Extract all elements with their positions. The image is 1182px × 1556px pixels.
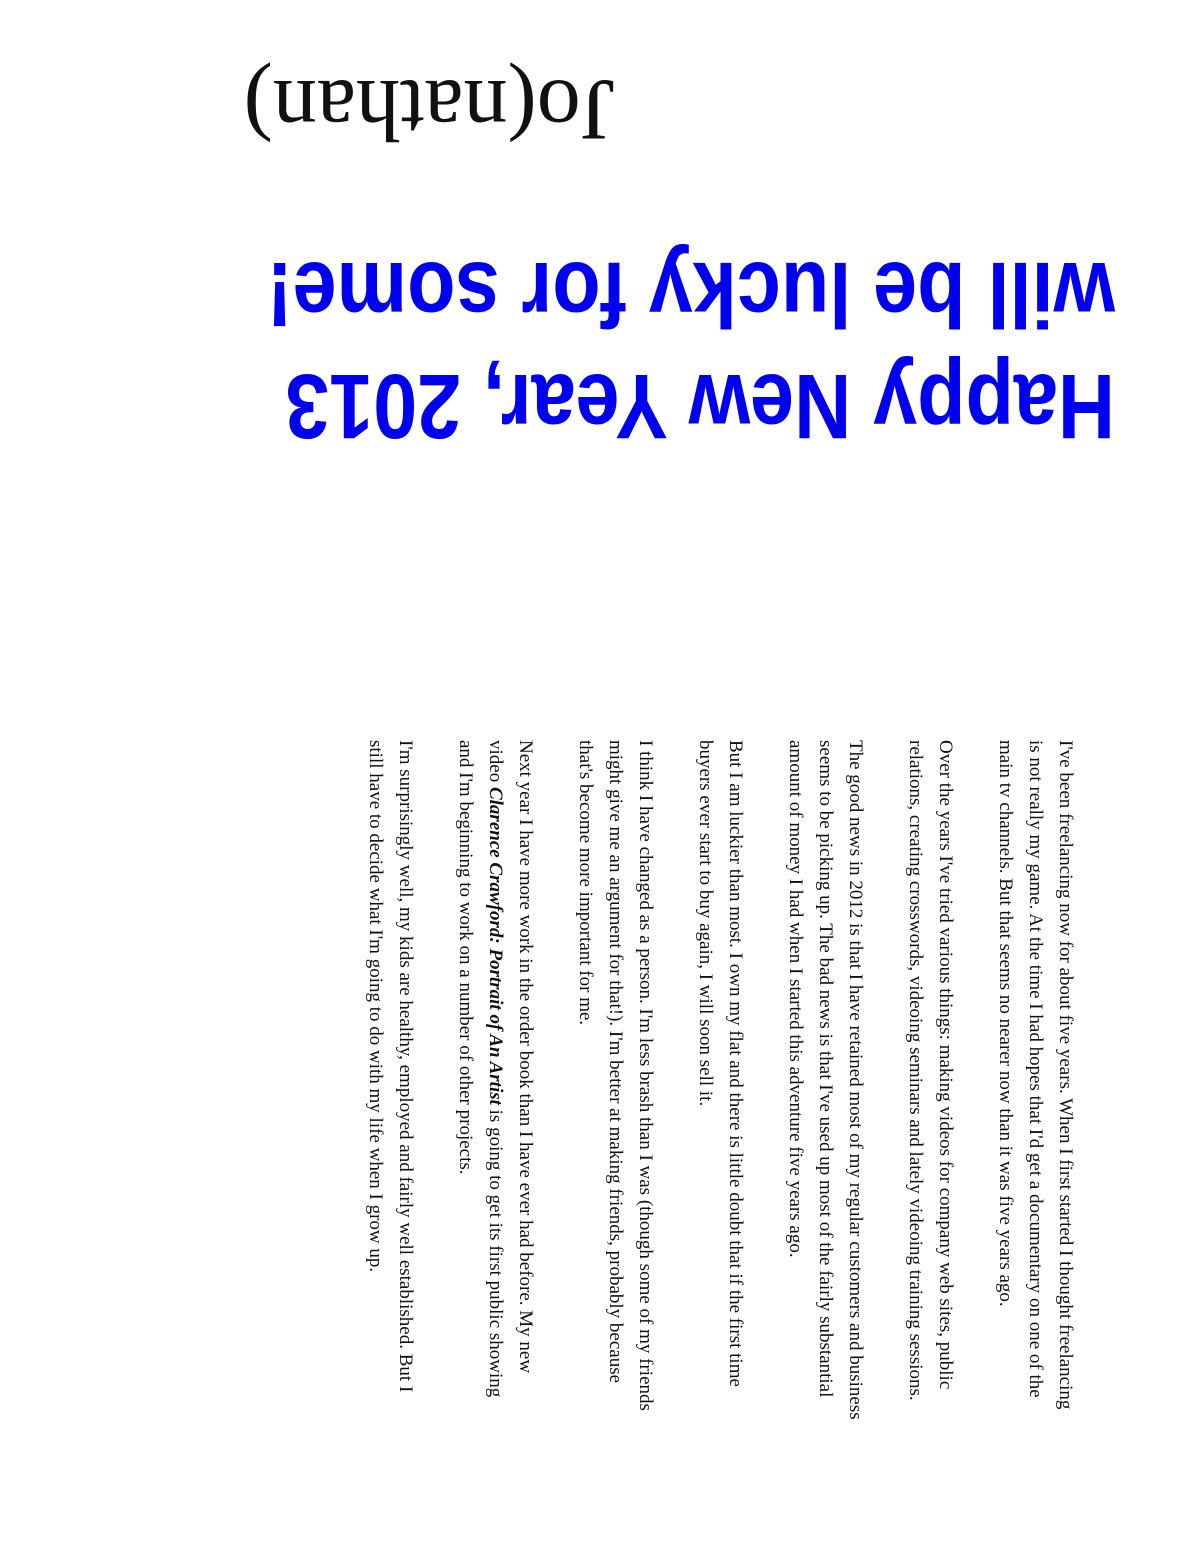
video-title: Clarence Crawford: Portrait of An Artist xyxy=(485,786,506,1105)
paragraph: Over the years I've tried various things: making videos for company web sites, public relations, creating crosswords, videoing seminars and lately videoing training sessions. xyxy=(905,740,956,1401)
paragraph-text: is going to get its first public showing and I'm beginning to work on a number of other projects. xyxy=(455,740,506,1398)
article-body xyxy=(330,740,1080,1420)
headline-line-1: Happy New Year, 2013 xyxy=(285,355,1115,457)
headline xyxy=(229,238,1115,462)
paragraph xyxy=(450,740,540,1420)
paragraph: The good news in 2012 is that I have retained most of my regular customers and business seems to be picking up. The bad news is that I've used up most of the fairly substantial amount of money I had when I started this adventure five years ago. xyxy=(785,740,866,1420)
headline-block xyxy=(85,62,1115,462)
paragraph: But I am luckier than most. I own my flat and there is little doubt that if the first time buyers ever start to buy again, I will soon sell it. xyxy=(695,740,746,1387)
paragraph: I've been freelancing now for about five years. When I first started I thought freelancing is not really my game. At the time I had hopes that I'd get a documentary on one of the main tv channels. But that seems no nearer now than it was five years ago. xyxy=(995,740,1076,1410)
paragraph: I think I have changed as a person. I'm less brash than I was (though some of my friends might give me an argument for that!). I'm better at making friends, probably because that's become more important for me. xyxy=(575,740,656,1411)
paragraph-text: Next year I have more work in the order book than I have ever had before. My new video xyxy=(485,740,536,1374)
byline: Jo(nathan) xyxy=(243,61,615,158)
paragraph: I'm surprisingly well, my kids are healthy, employed and fairly well established. But I still have to decide what I'm going to do with my life when I grow up. xyxy=(365,740,416,1393)
headline-line-2: will be lucky for some! xyxy=(266,243,1115,345)
